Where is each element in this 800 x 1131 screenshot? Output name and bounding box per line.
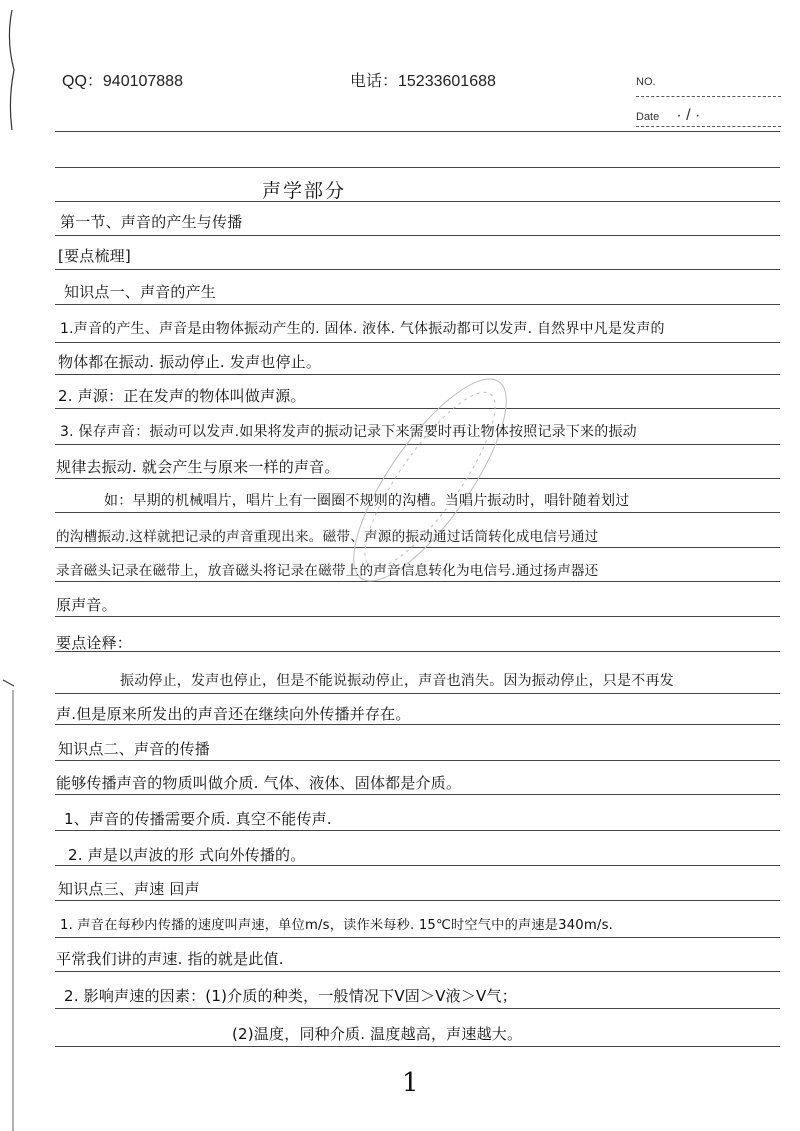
no-line [636, 96, 781, 97]
ruled-line [55, 693, 780, 694]
paragraph-line: 1. 声音在每秒内传播的速度叫声速，单位m/s，读作米每秒. 15℃时空气中的声速是340m/s. [60, 918, 614, 933]
paragraph-line: 2. 声源：正在发声的物体叫做声源。 [58, 387, 306, 405]
ruled-line [55, 235, 780, 236]
ruled-line [55, 269, 780, 270]
ruled-line [55, 304, 780, 305]
ruled-line [55, 1008, 780, 1009]
date-value: · / · [676, 107, 701, 124]
qq-contact: QQ：940107888 [62, 73, 183, 90]
key-points-label: [要点梳理] [58, 247, 131, 265]
paragraph-line: 物体都在振动. 振动停止. 发声也停止。 [58, 353, 322, 371]
paragraph-line: 平常我们讲的声速. 指的就是此值. [56, 950, 284, 968]
section-heading: 第一节、声音的产生与传播 [60, 213, 243, 231]
paragraph-line: 2. 影响声速的因素：(1)介质的种类，一般情况下V固＞V液＞V气； [64, 987, 517, 1005]
date-label-text: Date [636, 111, 660, 123]
ruled-line [55, 651, 780, 652]
ruled-line [55, 830, 780, 831]
watermark-stamp [300, 330, 560, 630]
paragraph-line: 振动停止，发声也停止，但是不能说振动停止，声音也消失。因为振动停止，只是不再发 [120, 673, 674, 689]
paragraph-line: (2)温度，同种介质. 温度越高，声速越大。 [232, 1025, 523, 1043]
ruled-line [55, 201, 780, 202]
paragraph-line: 3. 保存声音：振动可以发声.如果将发声的振动记录下来需要时再让物体按照记录下来的振动 [60, 424, 637, 440]
ruled-line [55, 865, 780, 866]
notes-title: 声学部分 [262, 180, 347, 202]
ruled-line [55, 167, 780, 168]
date-line [636, 126, 781, 127]
date-label [636, 107, 700, 125]
ruled-line [55, 724, 780, 725]
ruled-line [55, 900, 780, 901]
ruled-line [55, 1046, 780, 1047]
paragraph-line: 规律去振动. 就会产生与原来一样的声音。 [56, 458, 340, 476]
ruled-line [55, 937, 780, 938]
phone-contact: 电话：15233601688 [350, 73, 496, 90]
paragraph-line: 1.声音的产生、声音是由物体振动产生的. 固体. 液体. 气体振动都可以发声. 自然界中凡是发声的 [60, 321, 665, 337]
ruled-line [55, 131, 780, 132]
ruled-line [55, 794, 780, 795]
explanation-heading: 要点诠释： [56, 634, 133, 652]
knowledge-point-2: 知识点二、声音的传播 [58, 740, 211, 758]
paragraph-line: 录音磁头记录在磁带上，放音磁头将记录在磁带上的声音信息转化为电信号.通过扬声器还 [56, 563, 599, 579]
ruled-line [55, 760, 780, 761]
paragraph-line: 如：早期的机械唱片，唱片上有一圈圈不规则的沟槽。当唱片振动时，唱针随着划过 [104, 493, 630, 509]
paragraph-line: 能够传播声音的物质叫做介质. 气体、液体、固体都是介质。 [56, 774, 462, 792]
binding-edge [0, 0, 30, 1131]
page-number: 1 [402, 1068, 419, 1098]
ruled-line [55, 971, 780, 972]
paragraph-line: 2. 声是以声波的形 式向外传播的。 [68, 846, 306, 864]
paragraph-line: 1、声音的传播需要介质. 真空不能传声. [64, 810, 332, 828]
paragraph-line: 声.但是原来所发出的声音还在继续向外传播并存在。 [56, 705, 411, 723]
knowledge-point-3: 知识点三、声速 回声 [58, 880, 200, 898]
paragraph-line: 的沟槽振动.这样就把记录的声音重现出来。磁带、声源的振动通过话筒转化成电信号通过 [56, 529, 599, 545]
knowledge-point-1: 知识点一、声音的产生 [64, 283, 217, 301]
no-label: NO. [636, 76, 656, 88]
paragraph-line: 原声音。 [56, 596, 117, 614]
